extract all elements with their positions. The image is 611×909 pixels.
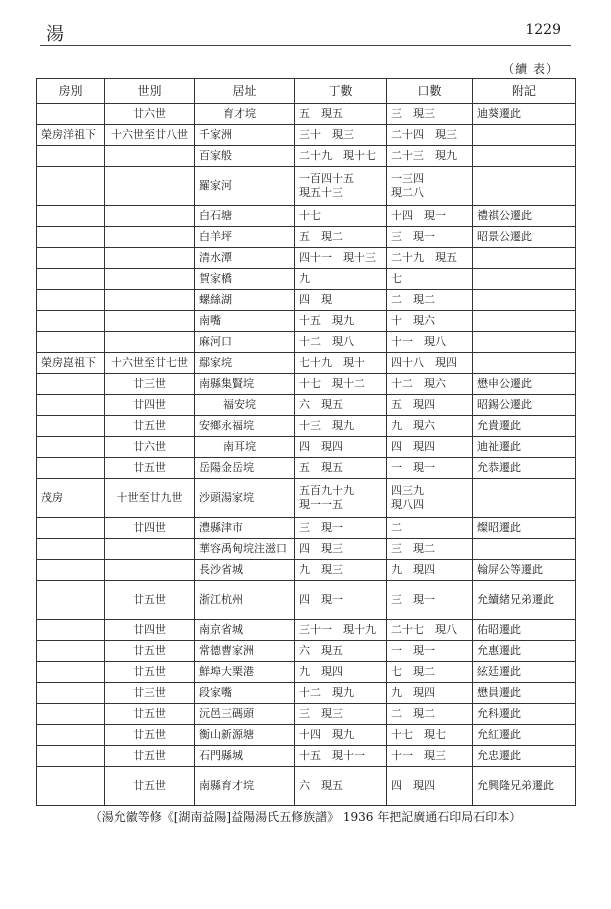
cell-notes (473, 146, 576, 167)
cell-generation: 廿五世 (105, 725, 195, 746)
cell-generation: 廿五世 (105, 704, 195, 725)
cell-male-count: 十五 現十一 (295, 746, 387, 767)
cell-branch (37, 641, 105, 662)
cell-generation: 廿五世 (105, 581, 195, 620)
cell-residence: 沙頭湯家垸 (195, 479, 295, 518)
cell-household-count: 二 現二 (387, 704, 473, 725)
table-row (37, 767, 576, 806)
cell-residence: 千家洲 (195, 125, 295, 146)
cell-residence: 華容禹甸垸注滋口 (195, 539, 295, 560)
cell-household-count: 二十四 現三 (387, 125, 473, 146)
page-header-title: 湯 (46, 24, 64, 45)
cell-notes: 允興隆兄弟遷此 (473, 767, 576, 806)
table-row (37, 269, 576, 290)
cell-generation (105, 290, 195, 311)
genealogy-table (36, 78, 576, 806)
cell-residence: 段家嘴 (195, 683, 295, 704)
cell-household-count: 一 現一 (387, 458, 473, 479)
cell-branch (37, 662, 105, 683)
cell-notes (473, 125, 576, 146)
cell-household-count: 三 現三 (387, 104, 473, 125)
cell-male-count: 五 現五 (295, 458, 387, 479)
table-row (37, 227, 576, 248)
cell-household-count: 九 現六 (387, 416, 473, 437)
cell-notes (473, 479, 576, 518)
cell-generation: 廿五世 (105, 416, 195, 437)
cell-household-count: 一三四 現二八 (387, 167, 473, 206)
cell-residence: 福安垸 (195, 395, 295, 416)
cell-residence: 羅家河 (195, 167, 295, 206)
cell-male-count: 九 現三 (295, 560, 387, 581)
page-number: 1229 (525, 22, 561, 38)
cell-notes: 懋申公遷此 (473, 374, 576, 395)
cell-branch (37, 746, 105, 767)
cell-generation (105, 167, 195, 206)
cell-branch (37, 704, 105, 725)
cell-male-count: 九 現四 (295, 662, 387, 683)
cell-male-count: 九 (295, 269, 387, 290)
cell-notes: 允忠遷此 (473, 746, 576, 767)
cell-household-count: 四 現四 (387, 767, 473, 806)
table-body (37, 104, 576, 806)
table-row (37, 560, 576, 581)
cell-notes: 絃廷遷此 (473, 662, 576, 683)
cell-notes: 允紅遷此 (473, 725, 576, 746)
cell-residence: 麻河口 (195, 332, 295, 353)
continued-label: （續 表） (502, 62, 559, 76)
cell-residence: 沅邑三碼頭 (195, 704, 295, 725)
cell-household-count: 十二 現六 (387, 374, 473, 395)
cell-branch: 茂房 (37, 479, 105, 518)
cell-notes: 昭錫公遷此 (473, 395, 576, 416)
cell-branch (37, 518, 105, 539)
cell-branch: 榮房洋祖下 (37, 125, 105, 146)
table-row (37, 746, 576, 767)
cell-generation: 廿六世 (105, 437, 195, 458)
cell-generation (105, 539, 195, 560)
cell-notes: 迪祉遷此 (473, 437, 576, 458)
cell-household-count: 二 現二 (387, 290, 473, 311)
cell-branch (37, 683, 105, 704)
cell-branch (37, 395, 105, 416)
cell-residence: 石門縣城 (195, 746, 295, 767)
cell-notes: 允惠遷此 (473, 641, 576, 662)
cell-male-count: 四 現四 (295, 437, 387, 458)
table-row (37, 374, 576, 395)
cell-male-count: 四 現三 (295, 539, 387, 560)
table-row (37, 725, 576, 746)
table-row (37, 704, 576, 725)
table-row (37, 248, 576, 269)
cell-branch (37, 311, 105, 332)
cell-household-count: 一 現一 (387, 641, 473, 662)
table-row (37, 395, 576, 416)
table-row (37, 353, 576, 374)
cell-residence: 南耳垸 (195, 437, 295, 458)
cell-notes: 允續緒兄弟遷此 (473, 581, 576, 620)
cell-generation: 廿五世 (105, 458, 195, 479)
cell-notes: 翰屏公等遷此 (473, 560, 576, 581)
cell-residence: 南縣集賢垸 (195, 374, 295, 395)
source-caption: （湯允徽等修《[湖南益陽]益陽湯氏五修族譜》 1936 年把記廣通石印局石印本） (89, 810, 522, 824)
cell-residence: 賀家橋 (195, 269, 295, 290)
cell-residence: 浙江杭州 (195, 581, 295, 620)
cell-generation: 廿三世 (105, 683, 195, 704)
header-divider (40, 45, 571, 46)
cell-generation: 十六世至廿七世 (105, 353, 195, 374)
table-row (37, 332, 576, 353)
cell-household-count: 三 現二 (387, 539, 473, 560)
cell-household-count: 二 (387, 518, 473, 539)
table-row (37, 479, 576, 518)
cell-notes: 允恭遷此 (473, 458, 576, 479)
table-row (37, 206, 576, 227)
cell-branch (37, 374, 105, 395)
cell-branch (37, 167, 105, 206)
cell-branch: 榮房崑祖下 (37, 353, 105, 374)
cell-male-count: 一百四十五 現五十三 (295, 167, 387, 206)
cell-generation (105, 332, 195, 353)
cell-notes (473, 332, 576, 353)
cell-male-count: 十五 現九 (295, 311, 387, 332)
cell-branch (37, 146, 105, 167)
cell-household-count: 十四 現一 (387, 206, 473, 227)
table-row (37, 167, 576, 206)
cell-residence: 澧縣津市 (195, 518, 295, 539)
cell-generation (105, 311, 195, 332)
table-row (37, 311, 576, 332)
table-row (37, 539, 576, 560)
cell-household-count: 五 現四 (387, 395, 473, 416)
cell-generation: 廿三世 (105, 374, 195, 395)
cell-male-count: 四 現 (295, 290, 387, 311)
cell-notes: 佑昭遷此 (473, 620, 576, 641)
cell-household-count: 四三九 現八四 (387, 479, 473, 518)
cell-household-count: 十一 現八 (387, 332, 473, 353)
cell-household-count: 二十三 現九 (387, 146, 473, 167)
cell-notes: 允貴遷此 (473, 416, 576, 437)
cell-household-count: 四十八 現四 (387, 353, 473, 374)
column-header-male-count: 丁數 (295, 79, 387, 104)
cell-notes (473, 311, 576, 332)
cell-residence: 鮮埠大栗港 (195, 662, 295, 683)
cell-residence: 南京省城 (195, 620, 295, 641)
cell-residence: 鄢家垸 (195, 353, 295, 374)
cell-branch (37, 725, 105, 746)
table-row (37, 620, 576, 641)
table-row (37, 458, 576, 479)
cell-male-count: 六 現五 (295, 767, 387, 806)
cell-branch (37, 767, 105, 806)
cell-generation: 廿四世 (105, 395, 195, 416)
cell-male-count: 十七 (295, 206, 387, 227)
table-row (37, 125, 576, 146)
table-row (37, 683, 576, 704)
cell-notes (473, 290, 576, 311)
cell-male-count: 三 現一 (295, 518, 387, 539)
cell-notes (473, 248, 576, 269)
cell-generation: 廿五世 (105, 662, 195, 683)
cell-notes: 燦昭遷此 (473, 518, 576, 539)
cell-branch (37, 227, 105, 248)
cell-household-count: 十一 現三 (387, 746, 473, 767)
cell-household-count: 三 現一 (387, 581, 473, 620)
cell-household-count: 四 現四 (387, 437, 473, 458)
cell-generation (105, 146, 195, 167)
table-row (37, 641, 576, 662)
cell-male-count: 七十九 現十 (295, 353, 387, 374)
table-row (37, 518, 576, 539)
table-row (37, 104, 576, 125)
cell-male-count: 六 現五 (295, 395, 387, 416)
cell-branch (37, 581, 105, 620)
cell-generation: 十世至廿九世 (105, 479, 195, 518)
column-header-notes: 附記 (473, 79, 576, 104)
cell-notes: 允科遷此 (473, 704, 576, 725)
column-header-branch: 房別 (37, 79, 105, 104)
cell-residence: 育才垸 (195, 104, 295, 125)
cell-household-count: 三 現一 (387, 227, 473, 248)
cell-notes: 昭景公遷此 (473, 227, 576, 248)
cell-generation (105, 248, 195, 269)
cell-residence: 南嘴 (195, 311, 295, 332)
cell-generation (105, 206, 195, 227)
cell-residence: 清水潭 (195, 248, 295, 269)
cell-male-count: 十二 現八 (295, 332, 387, 353)
cell-branch (37, 332, 105, 353)
cell-residence: 百家般 (195, 146, 295, 167)
cell-notes (473, 167, 576, 206)
cell-generation (105, 227, 195, 248)
cell-notes: 迪葵遷此 (473, 104, 576, 125)
cell-male-count: 十三 現九 (295, 416, 387, 437)
cell-branch (37, 248, 105, 269)
cell-male-count: 二十九 現十七 (295, 146, 387, 167)
cell-household-count: 九 現四 (387, 560, 473, 581)
cell-branch (37, 560, 105, 581)
cell-male-count: 五 現二 (295, 227, 387, 248)
cell-male-count: 十七 現十二 (295, 374, 387, 395)
table-row (37, 146, 576, 167)
cell-male-count: 三十 現三 (295, 125, 387, 146)
cell-residence: 常德曹家洲 (195, 641, 295, 662)
cell-household-count: 二十九 現五 (387, 248, 473, 269)
cell-male-count: 十二 現九 (295, 683, 387, 704)
cell-branch (37, 104, 105, 125)
cell-residence: 螺絲湖 (195, 290, 295, 311)
cell-branch (37, 290, 105, 311)
cell-branch (37, 269, 105, 290)
cell-branch (37, 206, 105, 227)
cell-generation: 廿六世 (105, 104, 195, 125)
cell-generation: 廿四世 (105, 620, 195, 641)
cell-notes (473, 539, 576, 560)
cell-residence: 安鄉永福垸 (195, 416, 295, 437)
cell-residence: 白石塘 (195, 206, 295, 227)
column-header-household-count: 口數 (387, 79, 473, 104)
table-row (37, 416, 576, 437)
cell-male-count: 六 現五 (295, 641, 387, 662)
cell-household-count: 七 (387, 269, 473, 290)
cell-notes (473, 353, 576, 374)
cell-residence: 岳陽金岳垸 (195, 458, 295, 479)
cell-generation: 廿四世 (105, 518, 195, 539)
cell-male-count: 四十一 現十三 (295, 248, 387, 269)
cell-household-count: 七 現二 (387, 662, 473, 683)
cell-branch (37, 416, 105, 437)
cell-household-count: 九 現四 (387, 683, 473, 704)
cell-male-count: 三十一 現十九 (295, 620, 387, 641)
cell-generation (105, 269, 195, 290)
table-row (37, 437, 576, 458)
cell-generation: 廿五世 (105, 641, 195, 662)
cell-branch (37, 539, 105, 560)
cell-male-count: 五百九十九 現一一五 (295, 479, 387, 518)
cell-generation: 十六世至廿八世 (105, 125, 195, 146)
cell-household-count: 十七 現七 (387, 725, 473, 746)
cell-male-count: 五 現五 (295, 104, 387, 125)
cell-branch (37, 458, 105, 479)
cell-generation: 廿五世 (105, 767, 195, 806)
table-row (37, 662, 576, 683)
column-header-generation: 世別 (105, 79, 195, 104)
cell-branch (37, 437, 105, 458)
cell-residence: 南縣育才垸 (195, 767, 295, 806)
cell-household-count: 十 現六 (387, 311, 473, 332)
table-row (37, 581, 576, 620)
table-row (37, 290, 576, 311)
cell-notes: 禮祺公遷此 (473, 206, 576, 227)
cell-residence: 白羊坪 (195, 227, 295, 248)
cell-residence: 衡山新源塘 (195, 725, 295, 746)
cell-generation (105, 560, 195, 581)
cell-branch (37, 620, 105, 641)
cell-notes: 懋員遷此 (473, 683, 576, 704)
cell-male-count: 四 現一 (295, 581, 387, 620)
cell-household-count: 二十七 現八 (387, 620, 473, 641)
cell-residence: 長沙省城 (195, 560, 295, 581)
column-header-residence: 居址 (195, 79, 295, 104)
table-header-row (37, 79, 576, 104)
cell-male-count: 十四 現九 (295, 725, 387, 746)
cell-male-count: 三 現三 (295, 704, 387, 725)
cell-notes (473, 269, 576, 290)
cell-generation: 廿五世 (105, 746, 195, 767)
